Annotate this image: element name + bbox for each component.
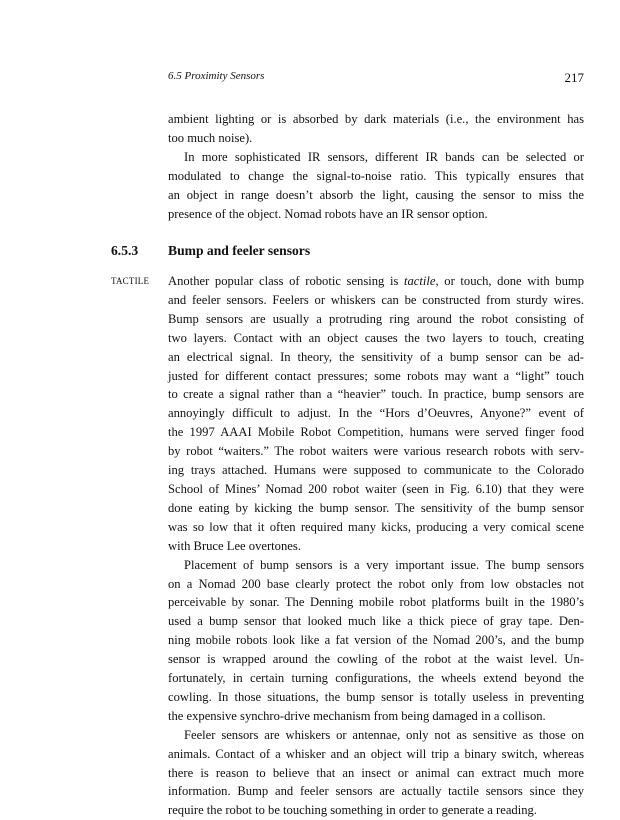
top-text-block	[168, 110, 584, 223]
text-line: Bump sensors are usually a protruding ring around the robot consisting of	[168, 311, 584, 326]
paragraph	[168, 272, 584, 556]
text-line: animals. Contact of a whisker and an object will trip a binary switch, whereas	[168, 746, 584, 761]
text-line: justed for different contact pressures; some robots may want a “light” touch	[168, 368, 584, 383]
text-line: there is reason to believe that an insect or animal can extract much more	[168, 765, 584, 780]
paragraph	[168, 148, 584, 224]
section-title: Bump and feeler sensors	[168, 243, 311, 258]
paragraph	[168, 556, 584, 726]
text-line: the 1997 AAAI Mobile Robot Competition, humans were served finger food	[168, 425, 584, 440]
text-line: two layers. Contact with an object causes the two layers to touch, creating	[168, 330, 584, 345]
text-line: to create a signal rather than a “heavier” touch. In practice, bump sensors are	[168, 387, 584, 402]
text-line: In more sophisticated IR sensors, different IR bands can be selected or	[184, 149, 584, 164]
page-number: 217	[564, 70, 584, 85]
text-line: the expensive synchro-drive mechanism from being damaged in a collison.	[168, 708, 546, 723]
text-line: Another popular class of robotic sensing is tactile, or touch, done with bump	[168, 274, 584, 288]
text-line: require the robot to be touching something in order to generate a reading.	[168, 803, 537, 818]
text-line: cowling. In those situations, the bump sensor is totally useless in preventing	[168, 689, 584, 704]
body-text-block	[168, 272, 584, 820]
text-line: used a bump sensor that looked much like a thick piece of gray tape. Den-	[168, 614, 584, 629]
text-line: modulated to change the signal-to-noise ratio. This typically ensures that	[168, 168, 584, 183]
text-line: by robot “waiters.” The robot waiters were various research robots with serv-	[168, 444, 584, 459]
text-line: ambient lighting or is absorbed by dark materials (i.e., the environment has	[168, 112, 584, 126]
text-line: Feeler sensors are whiskers or antennae, only not as sensitive as those on	[184, 727, 584, 742]
text-line: was so low that it often required many kicks, producing a very comical scene	[168, 519, 584, 534]
text-line: sensor is wrapped around the cowling of the robot at the waist level. Un-	[168, 652, 584, 667]
text-line: too much noise).	[168, 130, 253, 145]
text-line: done eating by kicking the bump sensor. The sensitivity of the bump sensor	[168, 500, 584, 515]
text-line: School of Mines’ Nomad 200 robot waiter (seen in Fig. 6.10) that they were	[168, 481, 584, 496]
paragraph	[168, 110, 584, 148]
margin-note: TACTILE	[111, 276, 150, 286]
running-header-section: 6.5 Proximity Sensors	[168, 70, 265, 82]
text-line: and feeler sensors. Feelers or whiskers can be constructed from sturdy wires.	[168, 292, 584, 307]
text-line: annoyingly difficult to adjust. In the “Hors d’Oeuvres, Anyone?” event of	[168, 406, 584, 421]
text-line: ing trays attached. Humans were supposed to communicate to the Colorado	[168, 463, 584, 478]
section-number: 6.5.3	[111, 243, 139, 258]
text-line: information. Bump and feeler sensors are actually tactile sensors since they	[168, 784, 584, 799]
text-line: with Bruce Lee overtones.	[168, 538, 301, 553]
text-line: an electrical signal. In theory, the sensitivity of a bump sensor can be ad-	[168, 349, 584, 364]
text-line: an object in range doesn’t absorb the light, causing the sensor to miss the	[168, 187, 584, 202]
text-line: Placement of bump sensors is a very important issue. The bump sensors	[184, 557, 584, 572]
text-line: perceivable by sonar. The Denning mobile robot platforms built in the 1980’s	[168, 595, 584, 610]
text-line: fortunately, in certain turning configurations, the wheels extend beyond the	[168, 671, 584, 686]
paragraph	[168, 726, 584, 820]
running-header	[168, 70, 584, 88]
text-line: on a Nomad 200 base clearly protect the robot only from low obstacles not	[168, 576, 584, 591]
text-line: ning mobile robots look like a fat version of the Nomad 200’s, and the bump	[168, 633, 584, 648]
text-line: presence of the object. Nomad robots have an IR sensor option.	[168, 206, 488, 221]
